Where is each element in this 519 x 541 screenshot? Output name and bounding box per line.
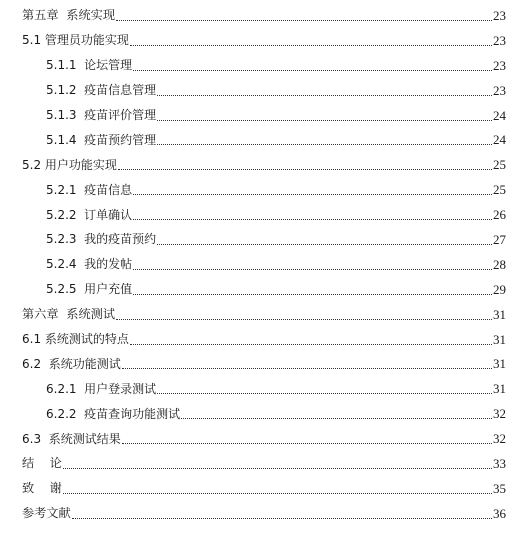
toc-dot-leader <box>130 344 492 345</box>
toc-entry[interactable] <box>0 202 519 227</box>
toc-entry-page-number: 23 <box>493 57 506 73</box>
toc-dot-leader <box>157 393 492 394</box>
toc-entry-page-number: 33 <box>493 455 506 471</box>
toc-entry-page-number: 25 <box>493 182 506 198</box>
toc-entry-page-number: 24 <box>493 132 506 148</box>
toc-entry[interactable] <box>0 277 519 302</box>
toc-entry-page-number: 31 <box>493 356 506 372</box>
toc-entry-title: 第六章 系统测试 <box>22 307 116 322</box>
toc-entry[interactable] <box>0 78 519 103</box>
toc-entry-page-number: 31 <box>493 331 506 347</box>
toc-dot-leader <box>133 269 492 270</box>
toc-dot-leader <box>72 518 492 519</box>
toc-entry-page-number: 29 <box>493 281 506 297</box>
toc-dot-leader <box>122 368 492 369</box>
toc-dot-leader <box>181 418 492 419</box>
toc-entry-page-number: 35 <box>493 480 506 496</box>
toc-dot-leader <box>157 120 492 121</box>
toc-dot-leader <box>157 244 492 245</box>
toc-entry-page-number: 32 <box>493 431 506 447</box>
toc-dot-leader <box>157 95 492 96</box>
toc-dot-leader <box>133 70 492 71</box>
toc-dot-leader <box>122 443 492 444</box>
toc-dot-leader <box>130 45 492 46</box>
toc-entry-title: 5.2 用户功能实现 <box>22 157 117 172</box>
toc-entry-page-number: 23 <box>493 7 506 23</box>
toc-dot-leader <box>118 169 492 170</box>
toc-entry-title: 6.2 系统功能测试 <box>22 356 121 371</box>
toc-entry-page-number: 25 <box>493 157 506 173</box>
toc-dot-leader <box>133 194 492 195</box>
toc-entry-title: 5.1.4 疫苗预约管理 <box>46 132 157 147</box>
toc-entry-title: 5.2.5 用户充值 <box>46 282 133 297</box>
toc-entry-page-number: 28 <box>493 256 506 272</box>
toc-entry[interactable] <box>0 351 519 376</box>
toc-entry-title: 5.2.1 疫苗信息 <box>46 182 133 197</box>
toc-entry[interactable] <box>0 327 519 352</box>
toc-entry-page-number: 31 <box>493 306 506 322</box>
toc-dot-leader <box>157 144 492 145</box>
toc-entry-page-number: 36 <box>493 505 506 521</box>
toc-entry[interactable] <box>0 426 519 451</box>
toc-entry-title: 6.1 系统测试的特点 <box>22 332 129 347</box>
toc-dot-leader <box>116 319 492 320</box>
toc-entry[interactable] <box>0 501 519 526</box>
toc-dot-leader <box>63 493 492 494</box>
toc-entry-title: 5.2.2 订单确认 <box>46 207 133 222</box>
toc-entry-title: 5.1.2 疫苗信息管理 <box>46 83 157 98</box>
toc-entry-title: 6.2.1 用户登录测试 <box>46 381 157 396</box>
toc-entry-title: 5.1.1 论坛管理 <box>46 58 133 73</box>
toc-entry[interactable] <box>0 103 519 128</box>
table-of-contents <box>0 3 519 526</box>
toc-entry[interactable] <box>0 177 519 202</box>
toc-entry-page-number: 32 <box>493 406 506 422</box>
toc-entry[interactable] <box>0 252 519 277</box>
toc-entry-page-number: 23 <box>493 82 506 98</box>
toc-entry[interactable] <box>0 401 519 426</box>
toc-entry-title: 结 论 <box>22 456 62 471</box>
toc-entry[interactable] <box>0 53 519 78</box>
toc-entry[interactable] <box>0 376 519 401</box>
toc-entry-page-number: 24 <box>493 107 506 123</box>
toc-entry-page-number: 31 <box>493 381 506 397</box>
toc-entry-page-number: 23 <box>493 32 506 48</box>
toc-entry-title: 5.1.3 疫苗评价管理 <box>46 108 157 122</box>
toc-entry-title: 5.1 管理员功能实现 <box>22 33 129 48</box>
toc-entry-title: 6.2.2 疫苗查询功能测试 <box>46 406 181 421</box>
toc-entry-title: 5.2.4 我的发帖 <box>46 257 133 272</box>
toc-dot-leader <box>116 20 492 21</box>
toc-entry-page-number: 27 <box>493 231 506 247</box>
toc-entry[interactable] <box>0 451 519 476</box>
toc-entry-title: 5.2.3 我的疫苗预约 <box>46 232 157 247</box>
toc-entry[interactable] <box>0 3 519 28</box>
toc-dot-leader <box>133 294 492 295</box>
toc-entry-title: 6.3 系统测试结果 <box>22 431 121 446</box>
toc-dot-leader <box>63 468 492 469</box>
toc-entry[interactable] <box>0 302 519 327</box>
toc-entry[interactable] <box>0 28 519 53</box>
toc-dot-leader <box>133 219 492 220</box>
toc-entry-title: 致 谢 <box>22 481 62 496</box>
toc-entry-page-number: 26 <box>493 207 506 223</box>
toc-entry[interactable] <box>0 127 519 152</box>
toc-entry-title: 参考文献 <box>22 506 71 521</box>
toc-entry[interactable] <box>0 227 519 252</box>
toc-entry-title: 第五章 系统实现 <box>22 8 116 23</box>
toc-entry[interactable] <box>0 152 519 177</box>
toc-entry[interactable] <box>0 476 519 501</box>
